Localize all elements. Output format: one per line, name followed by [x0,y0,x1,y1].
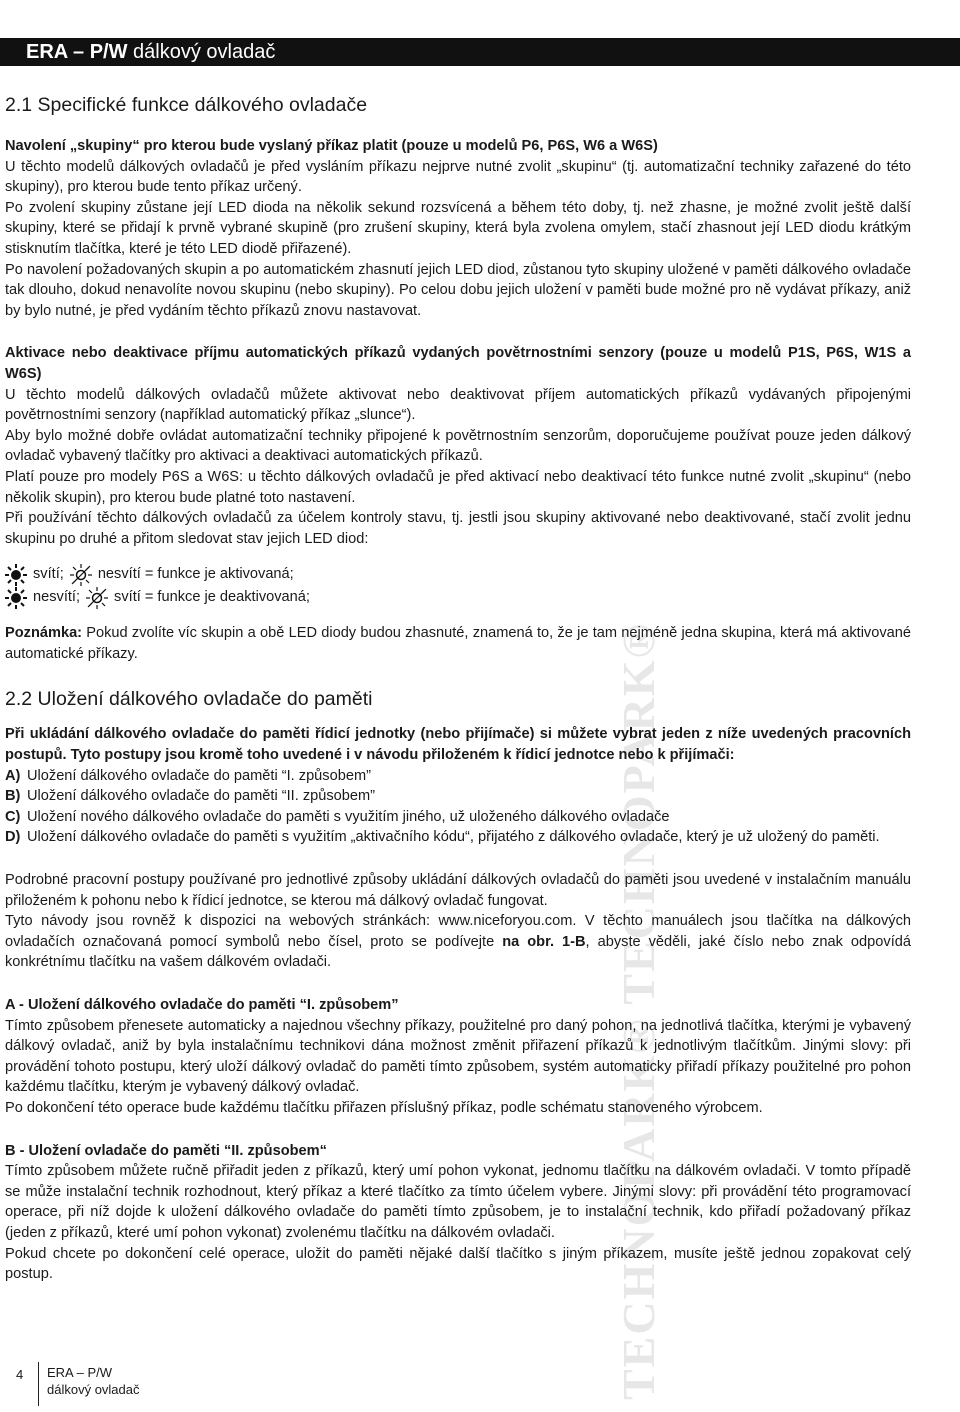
paragraph-part: Tyto návody jsou rovněž k dispozici na webových stránkách: www.niceforyou.com. V těchto manuálech jsou tlačítka na dálkových ovladačích označovaná pomocí symbolů nebo čísel, proto se podívejte [5,913,911,950]
led-state-label: svítí = funkce je deaktivovaná; [114,589,310,606]
mode-b-heading: B - Uložení ovladače do paměti “II. způsobem“ [5,1142,327,1159]
paragraph: Platí pouze pro modely P6S a W6S: u těchto dálkových ovladačů je před aktivací nebo deaktivací této funkce nutné zvolit „skupinu“ (nebo několik skupin), pro kterou bude platné toto nastavení. [5,468,911,506]
page-footer [16,1362,140,1406]
list-item-text: Uložení nového dálkového ovladače do paměti s využitím jiného, už uloženého dálkového ovladače [27,808,670,825]
section-2-2-heading: 2.2 Uložení dálkového ovladače do paměti [5,688,373,711]
list-item-key: B) [5,788,21,805]
list-item-text: Uložení dálkového ovladače do paměti “I. způsobem” [27,767,371,784]
document-body [5,92,911,1285]
led-off-icon [70,564,92,586]
list-item-key: A) [5,767,21,784]
paragraph: Po dokončení této operace bude každému tlačítku přiřazen příslušný příkaz, podle schématu stanoveného výrobcem. [5,1099,763,1116]
watermark: TECHNOPARK® TECHNOPARK® [613,622,664,1400]
list-item [5,786,911,807]
led-on-icon [5,564,27,586]
note-label: Poznámka: [5,625,83,642]
paragraph: Po zvolení skupiny zůstane její LED dioda na několik sekund rozsvícená a během této doby, tj. než zhasne, je možné zvolit ještě další skupiny, které se přidají k prvně vybrané skupině (pro zrušení skupiny, která byla zvolena omylem, stačí zhasnout její LED diodu krátkým stisknutím tlačítka, které je této LED diodě přiřazené). [5,199,911,257]
paragraph: U těchto modelů dálkových ovladačů můžete aktivovat nebo deaktivovat příjem automatických příkazů vydávaných připojenými povětrnostními senzory (například automatický příkaz „slunce“). [5,386,911,424]
page-header [0,38,960,66]
list-item-text: Uložení dálkového ovladače do paměti s využitím „aktivačního kódu“, přijatého z dálkového ovladače, který je už uložený do paměti. [27,829,880,846]
led-legend-line [5,586,911,609]
note [5,623,911,664]
paragraph: Při používání těchto dálkových ovladačů za účelem kontroly stavu, tj. jestli jsou skupiny aktivované nebo deaktivované, stačí zvolit jednu skupinu po druhé a přitom sledovat stav jejich LED diod: [5,510,911,547]
page-number: 4 [16,1367,24,1382]
paragraph: Po navolení požadovaných skupin a po automatickém zhasnutí jejich LED diod, zůstanou tyto skupiny uložené v paměti dálkového ovladače tak dlouho, dokud nenavolíte novou skupinu (nebo skupiny). Po celou dobu jejich uložení v paměti bude možné pro ně vydávat příkazy, aniž by bylo nutné, je před vydáním těchto příkazů znovu nastavovat. [5,261,911,319]
section-2-2-intro: Při ukládání dálkového ovladače do paměti řídicí jednotky (nebo přijímače) si můžete vybrat jeden z níže uvedených pracovních postupů. Tyto postupy jsou kromě toho uvedené i v návodu přiloženém k řídicí jednotce nebo k přijímači: [5,726,911,764]
list-item-key: C) [5,808,21,825]
list-item [5,766,911,787]
list-item [5,807,911,828]
list-item-key: D) [5,829,21,846]
led-state-label: svítí; [33,566,64,583]
paragraph-part: , abyste věděli, jaké číslo nebo znak odpovídá konkrétnímu tlačítku na vašem dálkovém ovladači. [5,933,911,971]
procedure-list [5,766,911,848]
led-state-label: nesvítí = funkce je aktivovaná; [97,566,294,583]
header-title-rest: dálkový ovladač [127,41,276,63]
section-2-1-heading: 2.1 Specifické funkce dálkového ovladače [5,94,368,116]
note-text: Pokud zvolíte víc skupin a obě LED diody budou zhasnuté, znamená to, že je tam nejméně jedna skupina, která má aktivované automatické příkazy. [5,625,911,662]
led-legend-line [5,563,911,586]
led-legend [5,551,911,609]
paragraph [5,911,911,973]
paragraph: Pokud chcete po dokončení celé operace, uložit do paměti nějaké další tlačítko s jiným příkazem, musíte ještě jednou zopakovat celý postup. [5,1245,911,1283]
header-title-bold: ERA – P/W [26,41,128,63]
figure-reference: na obr. 1-B [502,933,586,950]
paragraph: Podrobné pracovní postupy používané pro jednotlivé způsoby ukládání dálkových ovladačů do paměti jsou uvedené v instalačním manuálu přiloženém k pohonu nebo k řídicí jednotce, se kterou má dálkový ovladač fungovat. [5,872,911,909]
list-item-text: Uložení dálkového ovladače do paměti “II. způsobem” [27,788,376,805]
footer-product-type: dálkový ovladač [47,1382,140,1397]
paragraph: Tímto způsobem můžete ručně přiřadit jeden z příkazů, který umí pohon vykonat, jednomu tlačítku na dálkovém ovladači. V tomto případě se může instalační technik rozhodnout, který příkaz a které tlačítko za tímto účelem vybere. Jinými slovy: při provádění této programovací operace, při níž dojde k uložení dálkového ovladače do paměti tímto způsobem, je to instalační technik, kdo přiřadí požadovaný příkaz (jeden z příkazů, které umí pohon vykonat) zvolenému tlačítku na dálkovém ovladači. [5,1163,911,1241]
footer-divider [38,1362,39,1406]
footer-product: ERA – P/W [47,1365,113,1380]
led-state-label: nesvítí; [33,589,81,606]
mode-a-heading: A - Uložení dálkového ovladače do paměti “I. způsobem” [5,997,399,1013]
sensor-heading: Aktivace nebo deaktivace příjmu automatických příkazů vydaných povětrnostními senzory (pouze u modelů P1S, P6S, W1S a W6S) [5,345,911,382]
paragraph: Aby bylo možné dobře ovládat automatizační techniky připojené k povětrnostním senzorům, doporučujeme používat pouze jeden dálkový ovladač vybavený tlačítky pro aktivaci a deaktivaci automatických příkazů. [5,427,911,465]
led-off-icon [86,587,108,609]
paragraph: U těchto modelů dálkových ovladačů je před vysláním příkazu nejprve nutné zvolit „skupinu“ (tj. automatizační techniky zařazené do této skupiny), pro kterou bude tento příkaz určený. [5,158,911,196]
paragraph: Tímto způsobem přenesete automaticky a najednou všechny příkazy, použitelné pro daný pohon, na jednotlivá tlačítka, kterými je vybavený dálkový ovladač, aniž by byla instalačnímu technikovi dána možnost změnit přiřazení příkazů k jednotlivým tlačítkům. Jinými slovy: při provádění tohoto postupu, který uloží dálkový ovladač do paměti tímto způsobem, systém automaticky přiřadí příkazy použitelné pro pohon každému tlačítku, kterým je vybavený dálkový ovladač. [5,1017,911,1096]
groups-heading: Navolení „skupiny“ pro kterou bude vyslaný příkaz platit (pouze u modelů P6, P6S, W6 a W6S) [5,138,658,154]
led-on-icon [5,587,27,609]
list-item [5,827,911,848]
